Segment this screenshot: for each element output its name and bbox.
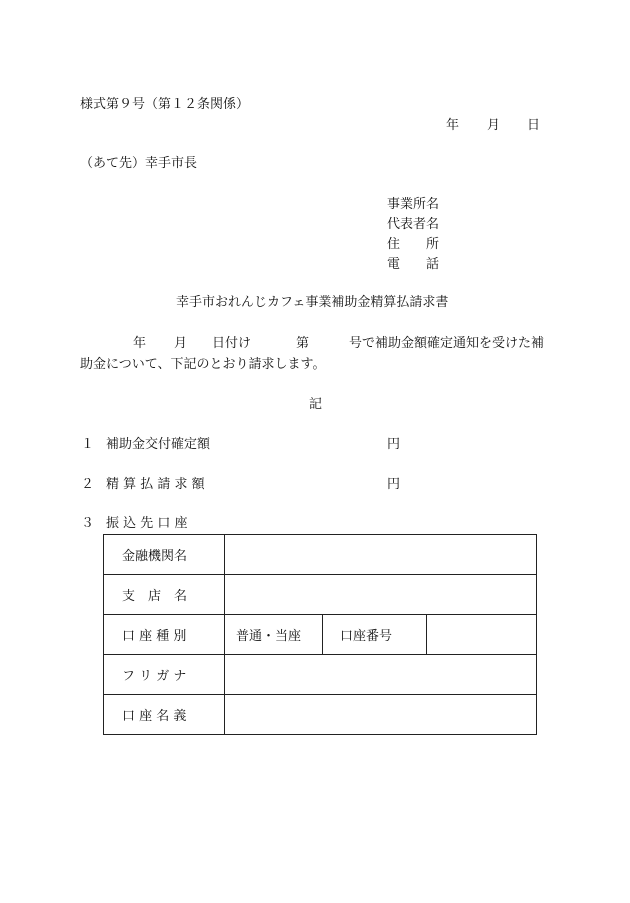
account-holder-field[interactable] — [225, 695, 537, 735]
body-year: 年 — [133, 336, 147, 351]
account-holder-label: 口 座 名 義 — [104, 695, 225, 735]
body-dai: 第 — [296, 336, 310, 351]
body-month: 月 — [174, 336, 188, 351]
branch-name-field[interactable] — [225, 575, 537, 615]
account-type-value[interactable]: 普通・当座 — [225, 615, 323, 655]
form-number: 様式第９号（第１２条関係） — [80, 97, 250, 112]
document-title: 幸手市おれんじカフェ事業補助金精算払請求書 — [176, 295, 449, 310]
bank-name-field[interactable] — [225, 535, 537, 575]
item-2-label: 精 算 払 請 求 額 — [106, 477, 205, 492]
table-row — [104, 535, 537, 575]
ki-heading: 記 — [309, 397, 323, 412]
item-1-label: 補助金交付確定額 — [106, 437, 211, 452]
table-row — [104, 655, 537, 695]
item-3-label: 振 込 先 口 座 — [106, 516, 188, 531]
address-label: 住 所 — [387, 237, 440, 252]
date-month: 月 — [487, 118, 501, 133]
table-row — [104, 615, 537, 655]
item-2-unit: 円 — [387, 477, 401, 492]
bank-account-table — [103, 534, 537, 735]
item-1-number: １ — [81, 437, 95, 452]
item-1-unit: 円 — [387, 437, 401, 452]
branch-name-label: 支 店 名 — [104, 575, 225, 615]
account-type-label: 口 座 種 別 — [104, 615, 225, 655]
body-day: 日付け — [212, 336, 252, 351]
phone-label: 電 話 — [387, 257, 440, 272]
table-row — [104, 575, 537, 615]
addressee: （あて先）幸手市長 — [80, 156, 198, 171]
body-line2: 助金について、下記のとおり請求します。 — [80, 357, 326, 372]
bank-name-label: 金融機関名 — [104, 535, 225, 575]
account-number-label: 口座番号 — [323, 615, 427, 655]
table-row — [104, 695, 537, 735]
body-line1-rest: 号で補助金額確定通知を受けた補 — [349, 336, 545, 351]
furigana-label: フ リ ガ ナ — [104, 655, 225, 695]
item-3-number: ３ — [81, 516, 95, 531]
representative-label: 代表者名 — [387, 217, 440, 232]
item-2-number: ２ — [81, 477, 95, 492]
date-year: 年 — [446, 118, 460, 133]
office-name-label: 事業所名 — [387, 197, 440, 212]
furigana-field[interactable] — [225, 655, 537, 695]
account-number-field[interactable] — [427, 615, 537, 655]
date-day: 日 — [527, 118, 541, 133]
